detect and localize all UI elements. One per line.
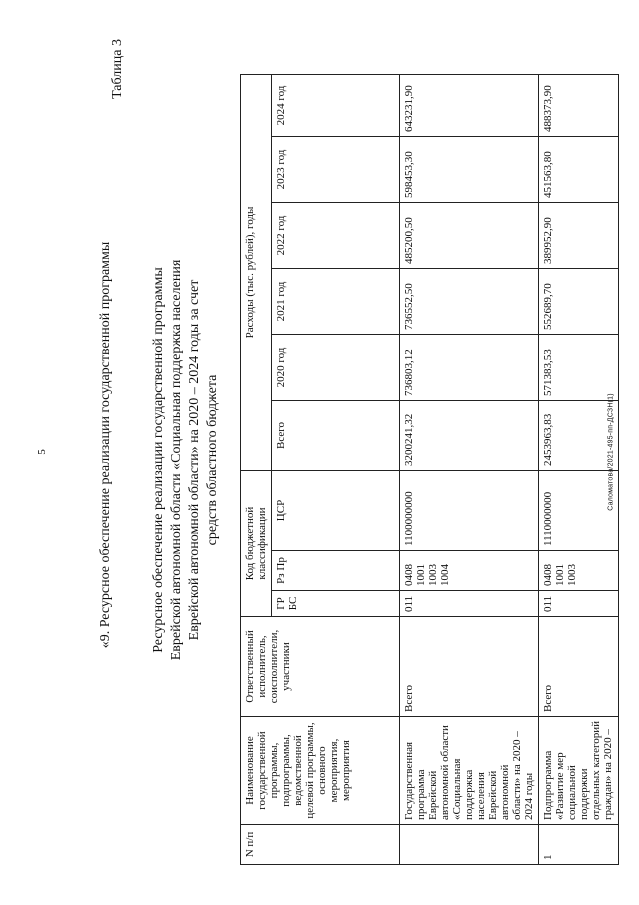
rzpr-code: 1004 — [439, 564, 451, 586]
row-csr: 1100000000 — [400, 471, 539, 551]
row-csr: 1110000000 — [539, 471, 619, 551]
section-heading: «9. Ресурсное обеспечение реализации государственной программы — [98, 241, 113, 649]
rzpr-code: 0408 — [403, 564, 415, 586]
header-expenses-group: Расходы (тыс. рублей), годы — [241, 74, 272, 470]
rzpr-code: 1001 — [415, 564, 427, 586]
rzpr-code: 1003 — [427, 564, 439, 586]
header-total: Всего — [272, 401, 400, 471]
row-name: Государственная программа Еврейской автономной области «Социальная поддержка населения Еврейской автономной области» на 2020 – 2024 годы — [400, 717, 539, 825]
row-executor: Всего — [539, 617, 619, 717]
row-2023: 451563,80 — [539, 137, 619, 203]
table-row — [400, 74, 539, 864]
table-title-line: Еврейской автономной области «Социальная поддержка населения — [169, 259, 184, 661]
row-rzpr — [539, 551, 619, 591]
resource-table — [240, 74, 619, 865]
rzpr-code: 0408 — [542, 564, 554, 586]
row-executor: Всего — [400, 617, 539, 717]
table-label: Таблица 3 — [110, 39, 125, 99]
header-2024: 2024 год — [272, 74, 400, 136]
header-executor: Ответственный исполнитель, соисполнители, участники — [241, 617, 400, 717]
table-title — [150, 160, 222, 760]
row-grbs: 011 — [539, 591, 619, 617]
header-code-group: Код бюджетной классификации — [241, 471, 272, 617]
header-2022: 2022 год — [272, 203, 400, 269]
table-title-line: Еврейской автономной области» на 2020 – 2024 годы за счет — [187, 279, 202, 641]
table-title-line: средств областного бюджета — [205, 374, 220, 546]
page-number: 5 — [36, 449, 48, 455]
row-2020: 736803,12 — [400, 335, 539, 401]
row-2022: 485200,50 — [400, 203, 539, 269]
row-rzpr — [400, 551, 539, 591]
row-2024: 488373,90 — [539, 74, 619, 136]
table-title-line: Ресурсное обеспечение реализации государственной программы — [151, 267, 166, 653]
row-total: 3200241,32 — [400, 401, 539, 471]
header-row — [241, 74, 272, 864]
rzpr-code: 1001 — [554, 564, 566, 586]
row-2023: 598453,30 — [400, 137, 539, 203]
row-2024: 643231,90 — [400, 74, 539, 136]
header-csr: ЦСР — [272, 471, 400, 551]
row-name: Подпрограмма «Развитие мер социальной поддержки отдельных категорий граждан» на 2020 – — [539, 717, 619, 825]
row-2022: 389952,90 — [539, 203, 619, 269]
header-grbs: ГР БС — [272, 591, 400, 617]
header-num: N п/п — [241, 825, 400, 865]
row-total: 2453963,83 — [539, 401, 619, 471]
header-2021: 2021 год — [272, 269, 400, 335]
rzpr-code: 1003 — [566, 564, 578, 586]
row-grbs: 011 — [400, 591, 539, 617]
header-2020: 2020 год — [272, 335, 400, 401]
header-2023: 2023 год — [272, 137, 400, 203]
header-rzpr: Рз Пр — [272, 551, 400, 591]
row-num: 1 — [539, 825, 619, 865]
header-name: Наименование государственной программы, подпрограммы, ведомственной целевой программы, основного мероприятия, мероприятия — [241, 717, 400, 825]
row-num — [400, 825, 539, 865]
document-code: Саломатова/2021-495-пп-ДСЗН(1) — [607, 393, 615, 511]
row-2021: 552689,70 — [539, 269, 619, 335]
row-2021: 736552,50 — [400, 269, 539, 335]
table-row — [539, 74, 619, 864]
row-2020: 571383,53 — [539, 335, 619, 401]
